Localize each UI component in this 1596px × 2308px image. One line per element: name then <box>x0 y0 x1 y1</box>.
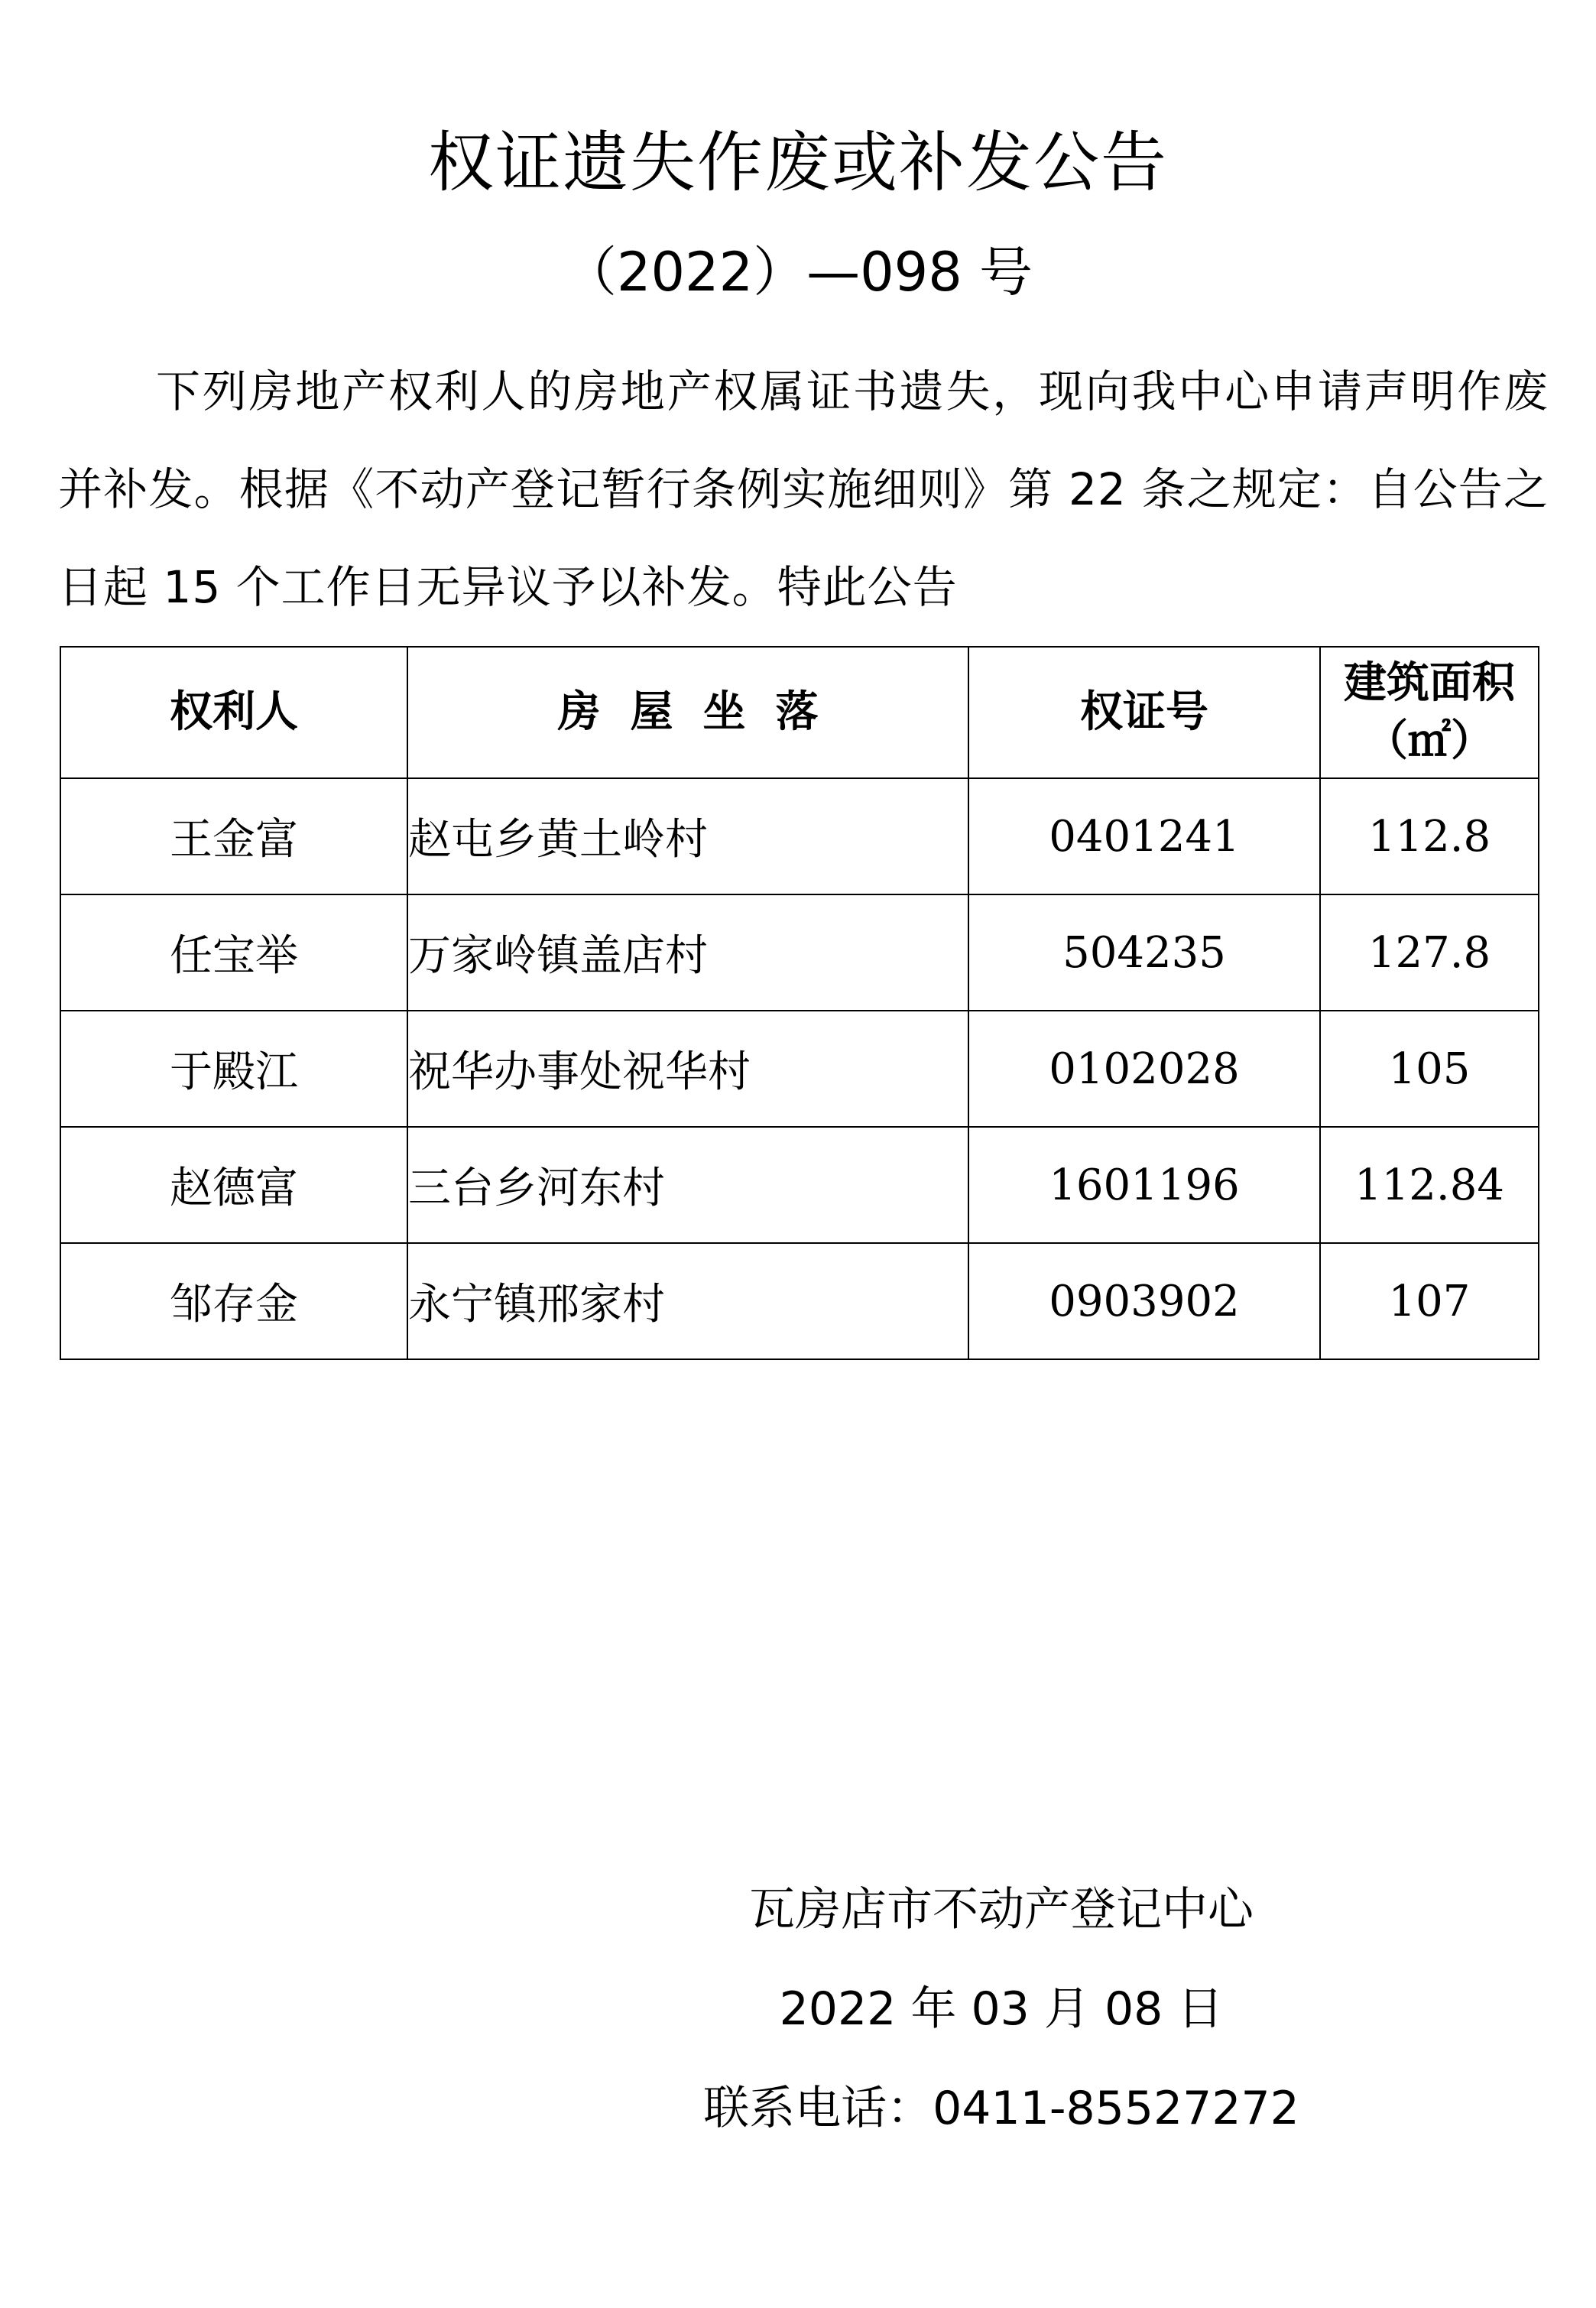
cell-owner: 赵德富 <box>60 1127 407 1243</box>
cell-owner: 邹存金 <box>60 1243 407 1359</box>
records-table <box>60 646 1539 1360</box>
table-row <box>60 894 1539 1011</box>
header-owner: 权利人 <box>60 647 407 778</box>
cell-location: 永宁镇邢家村 <box>407 1243 968 1359</box>
notice-title: 权证遗失作废或补发公告 <box>428 125 1168 201</box>
table-row <box>60 1243 1539 1359</box>
cell-location: 赵屯乡黄土岭村 <box>407 778 968 894</box>
cell-cert: 0903902 <box>968 1243 1320 1359</box>
contact-phone: 联系电话：0411-85527272 <box>703 2082 1299 2135</box>
header-area <box>1320 647 1539 778</box>
cell-cert: 0102028 <box>968 1011 1320 1127</box>
cell-area: 112.8 <box>1320 778 1539 894</box>
table-row <box>60 1127 1539 1243</box>
cell-location: 万家岭镇盖店村 <box>407 894 968 1011</box>
cell-location: 三台乡河东村 <box>407 1127 968 1243</box>
cell-owner: 于殿江 <box>60 1011 407 1127</box>
cell-cert: 1601196 <box>968 1127 1320 1243</box>
table-row <box>60 778 1539 894</box>
header-cert: 权证号 <box>968 647 1320 778</box>
cell-area: 112.84 <box>1320 1127 1539 1243</box>
header-location <box>407 647 968 778</box>
cell-area: 105 <box>1320 1011 1539 1127</box>
table-header-row <box>60 647 1539 778</box>
issuing-organization: 瓦房店市不动产登记中心 <box>749 1883 1254 1936</box>
cell-owner: 任宝举 <box>60 894 407 1011</box>
notice-body: 下列房地产权利人的房地产权属证书遗失，现向我中心申请声明作废并补发。根据《不动产登记暂行条例实施细则》第 22 条之规定：自公告之日起 15 个工作日无异议予以补发。特此公告 <box>58 365 1549 613</box>
cell-location: 祝华办事处祝华村 <box>407 1011 968 1127</box>
cell-cert: 0401241 <box>968 778 1320 894</box>
cell-cert: 504235 <box>968 894 1320 1011</box>
header-location-label: 房 屋 坐 落 <box>557 687 819 737</box>
table-row <box>60 1011 1539 1127</box>
header-area-line1: 建筑面积 <box>1344 658 1515 708</box>
notice-number: （2022）—098 号 <box>563 241 1033 304</box>
header-area-line2: （㎡） <box>1365 716 1494 766</box>
cell-area: 127.8 <box>1320 894 1539 1011</box>
cell-area: 107 <box>1320 1243 1539 1359</box>
cell-owner: 王金富 <box>60 778 407 894</box>
issue-date: 2022 年 03 月 08 日 <box>779 1982 1224 2036</box>
